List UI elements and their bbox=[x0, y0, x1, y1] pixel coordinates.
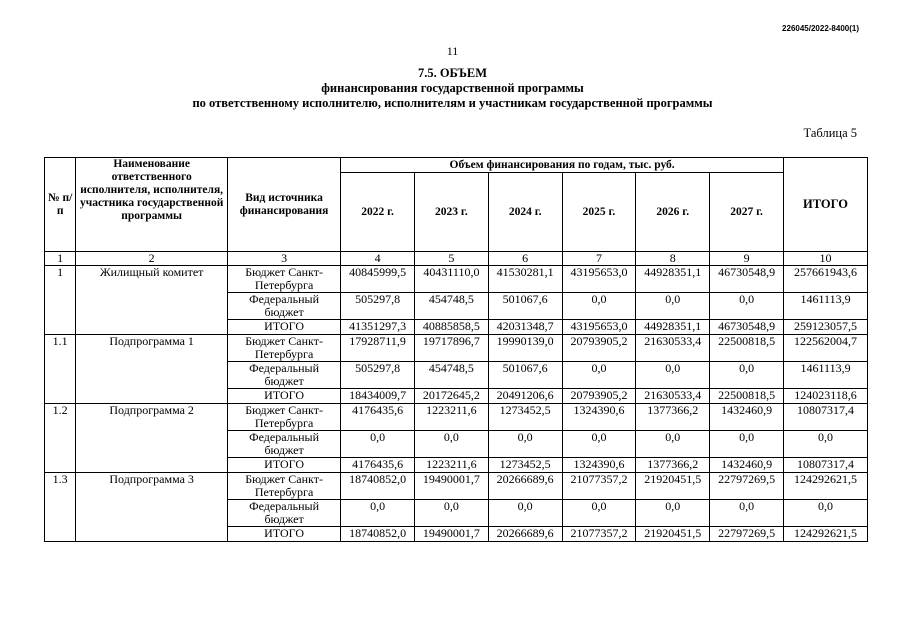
year-value: 0,0 bbox=[710, 431, 784, 458]
year-value: 43195653,0 bbox=[562, 320, 636, 335]
year-value: 20266689,6 bbox=[488, 527, 562, 542]
header-year-2027: 2027 г. bbox=[710, 173, 784, 252]
funding-source: Бюджет Санкт-Петербурга bbox=[227, 266, 340, 293]
year-value: 22500818,5 bbox=[710, 335, 784, 362]
table-row bbox=[45, 335, 868, 362]
year-value: 0,0 bbox=[414, 500, 488, 527]
column-number: 3 bbox=[227, 252, 340, 266]
year-value: 0,0 bbox=[636, 293, 710, 320]
year-value: 20491206,6 bbox=[488, 389, 562, 404]
row-number: 1.3 bbox=[45, 473, 76, 542]
year-value: 19490001,7 bbox=[414, 473, 488, 500]
header-year-2026: 2026 г. bbox=[636, 173, 710, 252]
year-value: 20793905,2 bbox=[562, 335, 636, 362]
row-number: 1.2 bbox=[45, 404, 76, 473]
title-line-2: финансирования государственной программы bbox=[321, 81, 584, 95]
year-value: 21630533,4 bbox=[636, 335, 710, 362]
year-value: 0,0 bbox=[562, 293, 636, 320]
column-number: 4 bbox=[341, 252, 415, 266]
executor-name: Подпрограмма 2 bbox=[76, 404, 228, 473]
column-number: 6 bbox=[488, 252, 562, 266]
year-value: 20266689,6 bbox=[488, 473, 562, 500]
year-value: 0,0 bbox=[488, 500, 562, 527]
total-value: 257661943,6 bbox=[784, 266, 868, 293]
year-value: 22797269,5 bbox=[710, 473, 784, 500]
year-value: 17928711,9 bbox=[341, 335, 415, 362]
funding-source: Федеральный бюджет bbox=[227, 362, 340, 389]
year-value: 18740852,0 bbox=[341, 473, 415, 500]
column-number: 1 bbox=[45, 252, 76, 266]
year-value: 20793905,2 bbox=[562, 389, 636, 404]
column-number: 7 bbox=[562, 252, 636, 266]
total-value: 124292621,5 bbox=[784, 473, 868, 500]
funding-source: Федеральный бюджет bbox=[227, 293, 340, 320]
header-volume: Объем финансирования по годам, тыс. руб. bbox=[341, 158, 784, 173]
title-line-3: по ответственному исполнителю, исполнителям и участникам государственной программы bbox=[192, 96, 713, 110]
year-value: 0,0 bbox=[636, 362, 710, 389]
page-number: 11 bbox=[446, 44, 459, 58]
year-value: 0,0 bbox=[562, 500, 636, 527]
year-value: 0,0 bbox=[710, 362, 784, 389]
year-value: 22797269,5 bbox=[710, 527, 784, 542]
total-value: 10807317,4 bbox=[784, 404, 868, 431]
year-value: 19717896,7 bbox=[414, 335, 488, 362]
total-value: 1461113,9 bbox=[784, 362, 868, 389]
funding-source: ИТОГО bbox=[227, 320, 340, 335]
table-caption: Таблица 5 bbox=[803, 126, 857, 140]
year-value: 0,0 bbox=[710, 293, 784, 320]
funding-source: Федеральный бюджет bbox=[227, 431, 340, 458]
column-number: 10 bbox=[784, 252, 868, 266]
year-value: 0,0 bbox=[562, 431, 636, 458]
year-value: 18740852,0 bbox=[341, 527, 415, 542]
year-value: 46730548,9 bbox=[710, 320, 784, 335]
financing-table bbox=[44, 157, 868, 542]
year-value: 501067,6 bbox=[488, 293, 562, 320]
header-source: Вид источника финансирования bbox=[227, 158, 340, 252]
year-value: 21077357,2 bbox=[562, 527, 636, 542]
total-value: 259123057,5 bbox=[784, 320, 868, 335]
table-row bbox=[45, 266, 868, 293]
header-num: № п/п bbox=[45, 158, 76, 252]
year-value: 1223211,6 bbox=[414, 458, 488, 473]
year-value: 40885858,5 bbox=[414, 320, 488, 335]
funding-source: Федеральный бюджет bbox=[227, 500, 340, 527]
total-value: 10807317,4 bbox=[784, 458, 868, 473]
row-number: 1 bbox=[45, 266, 76, 335]
year-value: 21920451,5 bbox=[636, 473, 710, 500]
year-value: 40431110,0 bbox=[414, 266, 488, 293]
year-value: 0,0 bbox=[341, 431, 415, 458]
year-value: 1223211,6 bbox=[414, 404, 488, 431]
year-value: 21630533,4 bbox=[636, 389, 710, 404]
funding-source: ИТОГО bbox=[227, 527, 340, 542]
total-value: 124023118,6 bbox=[784, 389, 868, 404]
year-value: 0,0 bbox=[636, 500, 710, 527]
year-value: 1432460,9 bbox=[710, 404, 784, 431]
year-value: 42031348,7 bbox=[488, 320, 562, 335]
year-value: 1273452,5 bbox=[488, 458, 562, 473]
year-value: 0,0 bbox=[414, 431, 488, 458]
executor-name: Подпрограмма 1 bbox=[76, 335, 228, 404]
year-value: 1377366,2 bbox=[636, 404, 710, 431]
funding-source: ИТОГО bbox=[227, 389, 340, 404]
year-value: 44928351,1 bbox=[636, 320, 710, 335]
header-name: Наименование ответственного исполнителя, исполнителя, участника государственной программы bbox=[76, 158, 228, 252]
year-value: 40845999,5 bbox=[341, 266, 415, 293]
year-value: 1273452,5 bbox=[488, 404, 562, 431]
total-value: 0,0 bbox=[784, 431, 868, 458]
year-value: 20172645,2 bbox=[414, 389, 488, 404]
year-value: 0,0 bbox=[341, 500, 415, 527]
header-year-2025: 2025 г. bbox=[562, 173, 636, 252]
year-value: 454748,5 bbox=[414, 293, 488, 320]
year-value: 505297,8 bbox=[341, 293, 415, 320]
header-year-2023: 2023 г. bbox=[414, 173, 488, 252]
year-value: 18434009,7 bbox=[341, 389, 415, 404]
year-value: 1324390,6 bbox=[562, 458, 636, 473]
funding-source: Бюджет Санкт-Петербурга bbox=[227, 404, 340, 431]
executor-name: Подпрограмма 3 bbox=[76, 473, 228, 542]
title-line-1: 7.5. ОБЪЕМ bbox=[417, 66, 488, 80]
funding-source: Бюджет Санкт-Петербурга bbox=[227, 473, 340, 500]
year-value: 1324390,6 bbox=[562, 404, 636, 431]
year-value: 0,0 bbox=[562, 362, 636, 389]
year-value: 0,0 bbox=[636, 431, 710, 458]
total-value: 122562004,7 bbox=[784, 335, 868, 362]
year-value: 21077357,2 bbox=[562, 473, 636, 500]
year-value: 21920451,5 bbox=[636, 527, 710, 542]
year-value: 4176435,6 bbox=[341, 404, 415, 431]
funding-source: ИТОГО bbox=[227, 458, 340, 473]
page-title bbox=[0, 66, 905, 111]
year-value: 44928351,1 bbox=[636, 266, 710, 293]
year-value: 4176435,6 bbox=[341, 458, 415, 473]
table-row bbox=[45, 473, 868, 500]
column-number: 2 bbox=[76, 252, 228, 266]
year-value: 1377366,2 bbox=[636, 458, 710, 473]
total-value: 124292621,5 bbox=[784, 527, 868, 542]
total-value: 0,0 bbox=[784, 500, 868, 527]
year-value: 19490001,7 bbox=[414, 527, 488, 542]
year-value: 19990139,0 bbox=[488, 335, 562, 362]
row-number: 1.1 bbox=[45, 335, 76, 404]
year-value: 505297,8 bbox=[341, 362, 415, 389]
header-year-2024: 2024 г. bbox=[488, 173, 562, 252]
executor-name: Жилищный комитет bbox=[76, 266, 228, 335]
year-value: 0,0 bbox=[488, 431, 562, 458]
year-value: 0,0 bbox=[710, 500, 784, 527]
column-number: 8 bbox=[636, 252, 710, 266]
table-row bbox=[45, 404, 868, 431]
column-number: 9 bbox=[710, 252, 784, 266]
year-value: 41351297,3 bbox=[341, 320, 415, 335]
header-total: ИТОГО bbox=[784, 158, 868, 252]
year-value: 22500818,5 bbox=[710, 389, 784, 404]
year-value: 501067,6 bbox=[488, 362, 562, 389]
header-year-2022: 2022 г. bbox=[341, 173, 415, 252]
document-registration-number: 226045/2022-8400(1) bbox=[782, 24, 859, 33]
year-value: 41530281,1 bbox=[488, 266, 562, 293]
column-number-row bbox=[45, 252, 868, 266]
year-value: 454748,5 bbox=[414, 362, 488, 389]
column-number: 5 bbox=[414, 252, 488, 266]
funding-source: Бюджет Санкт-Петербурга bbox=[227, 335, 340, 362]
year-value: 46730548,9 bbox=[710, 266, 784, 293]
total-value: 1461113,9 bbox=[784, 293, 868, 320]
year-value: 43195653,0 bbox=[562, 266, 636, 293]
year-value: 1432460,9 bbox=[710, 458, 784, 473]
